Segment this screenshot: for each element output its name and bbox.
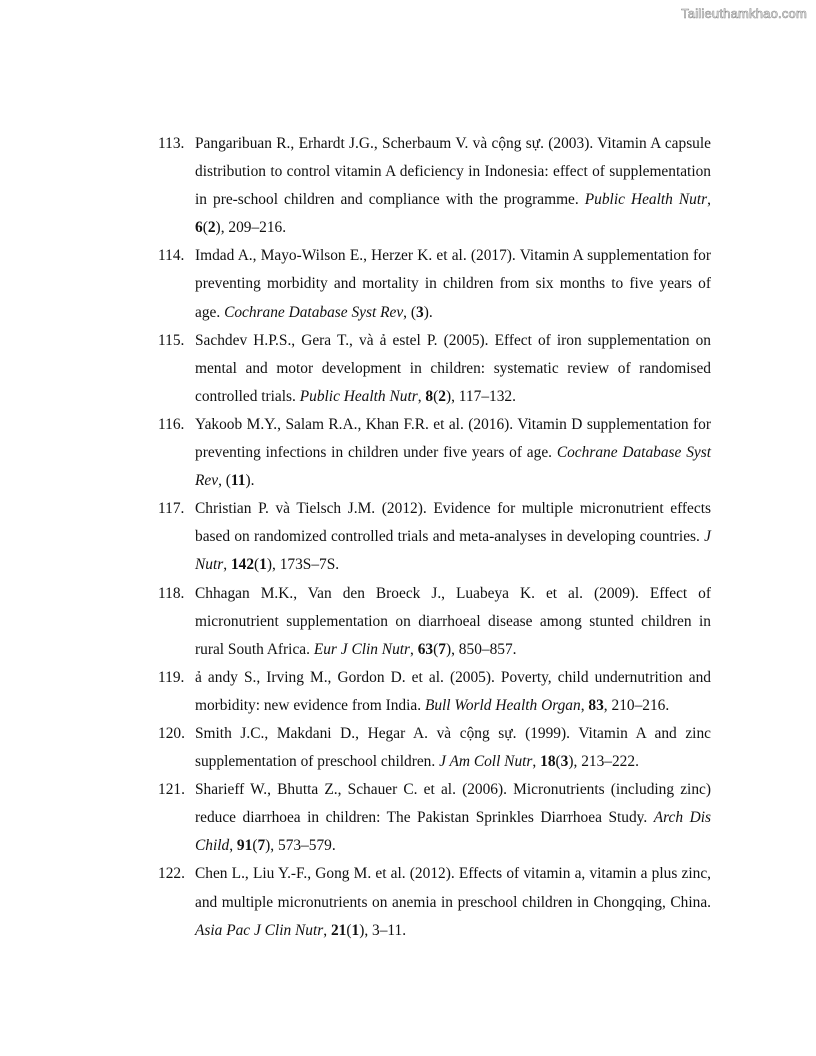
reference-journal: J Nutr <box>195 528 711 574</box>
reference-separator: , <box>417 387 426 405</box>
reference-issue-close: ) <box>265 837 271 855</box>
reference-separator: , <box>223 556 231 574</box>
reference-pages: , 213–222. <box>573 753 639 771</box>
reference-pages: , 573–579. <box>270 837 336 855</box>
reference-issue-close: ) <box>266 556 273 574</box>
reference-journal: Eur J Clin Nutr <box>313 640 411 658</box>
reference-text: Sachdev H.P.S., Gera T., và ả estel P. (2005). Effect of iron supplementation on mental and motor development in children: systematic review of randomised controlled trials. <box>195 331 711 405</box>
reference-issue: 1 <box>259 556 267 574</box>
reference-issue: 2 <box>438 387 446 405</box>
reference-pages: . <box>250 472 255 490</box>
reference-issue-close: ) <box>423 303 429 321</box>
reference-issue-open: ( <box>254 556 260 574</box>
reference-text: Imdad A., Mayo-Wilson E., Herzer K. et al. (2017). Vitamin A supplementation for preventing morbidity and mortality in children from six months to five years of age. <box>195 247 711 321</box>
reference-journal: Cochrane Database Syst Rev <box>195 444 711 490</box>
reference-pages: , 173S–7S. <box>272 556 340 574</box>
reference-number: 120. <box>158 724 185 742</box>
reference-item <box>158 130 711 242</box>
reference-text: Chen L., Liu Y.-F., Gong M. et al. (2012). Effects of vitamin a, vitamin a plus zinc, and multiple micronutrients on anemia in preschool children in Chongqing, China. <box>195 865 711 911</box>
reference-issue-close: ) <box>215 219 221 237</box>
reference-issue-open: ( <box>433 387 439 405</box>
reference-volume: 63 <box>417 640 434 658</box>
reference-issue-open: ( <box>346 921 352 939</box>
reference-number: 118. <box>158 584 185 602</box>
reference-issue-open: ( <box>202 219 208 237</box>
reference-text: Yakoob M.Y., Salam R.A., Khan F.R. et al. (2016). Vitamin D supplementation for preventing infections in children under five years of age. <box>195 415 711 462</box>
reference-issue-open: ( <box>555 753 561 771</box>
reference-journal: Public Health Nutr <box>584 191 708 209</box>
reference-volume: 18 <box>540 753 556 771</box>
reference-issue: 7 <box>257 837 266 855</box>
reference-journal: Asia Pac J Clin Nutr <box>195 921 324 939</box>
reference-journal: Bull World Health Organ <box>424 696 581 714</box>
watermark-text: Tailieuthamkhao.com <box>681 6 807 21</box>
reference-text: Chhagan M.K., Van den Broeck J., Luabeya K. et al. (2009). Effect of micronutrient supplementation on diarrhoeal disease among stunted children in rural South Africa. <box>195 584 711 658</box>
reference-separator: , <box>410 640 418 658</box>
reference-issue: 7 <box>438 640 446 658</box>
reference-volume: 91 <box>236 837 253 855</box>
reference-issue-open: ( <box>433 640 439 658</box>
reference-item <box>158 720 711 776</box>
reference-item <box>158 242 711 326</box>
reference-issue-close: ) <box>445 387 452 405</box>
reference-volume: 6 <box>195 219 203 237</box>
reference-number: 114. <box>158 247 185 265</box>
reference-item <box>158 580 711 664</box>
reference-volume: 142 <box>230 556 255 574</box>
reference-separator: , <box>323 921 331 939</box>
reference-number: 113. <box>158 135 185 152</box>
reference-item <box>158 495 711 579</box>
reference-issue: 1 <box>351 921 360 939</box>
reference-issue-close: ) <box>445 640 452 658</box>
reference-text: Christian P. và Tielsch J.M. (2012). Evidence for multiple micronutrient effects based on randomized controlled trials and meta-analyses in developing countries. <box>195 500 711 546</box>
reference-volume: 21 <box>330 921 347 939</box>
reference-item <box>158 411 711 495</box>
reference-issue-open: ( <box>225 472 231 490</box>
reference-volume: 83 <box>588 696 604 714</box>
reference-item <box>158 664 711 720</box>
reference-pages: . <box>428 303 433 321</box>
reference-pages: , 210–216. <box>603 696 670 714</box>
reference-number: 122. <box>158 865 185 883</box>
reference-issue-close: ) <box>359 921 365 939</box>
reference-journal: J Am Coll Nutr <box>439 753 533 771</box>
reference-separator: , <box>580 696 589 714</box>
reference-journal: Public Health Nutr <box>299 387 418 405</box>
reference-item <box>158 776 711 860</box>
reference-pages: , 117–132. <box>451 387 516 405</box>
reference-text: Sharieff W., Bhutta Z., Schauer C. et al. (2006). Micronutrients (including zinc) reduce diarrhoea in children: The Pakistan Sprinkles Diarrhoea Study. <box>195 781 711 827</box>
reference-separator: , <box>229 837 237 855</box>
reference-pages: , 209–216. <box>220 219 287 237</box>
reference-journal: Cochrane Database Syst Rev <box>224 303 404 321</box>
reference-list <box>158 130 711 945</box>
reference-issue: 3 <box>416 303 424 321</box>
reference-item <box>158 860 711 944</box>
reference-issue-close: ) <box>245 472 251 490</box>
reference-issue: 3 <box>560 753 569 771</box>
reference-issue: 2 <box>207 219 216 237</box>
reference-number: 115. <box>158 331 185 349</box>
reference-separator: , <box>218 472 226 490</box>
reference-volume: 8 <box>425 387 434 405</box>
reference-pages: , 850–857. <box>451 640 517 658</box>
reference-separator: , <box>532 753 541 771</box>
reference-issue: 11 <box>230 472 246 490</box>
reference-number: 121. <box>158 781 185 799</box>
reference-issue-open: ( <box>252 837 258 855</box>
reference-text: Smith J.C., Makdani D., Hegar A. và cộng sự. (1999). Vitamin A and zinc supplementation of preschool children. <box>195 724 711 771</box>
reference-number: 116. <box>158 415 185 433</box>
reference-text: ả andy S., Irving M., Gordon D. et al. (2005). Poverty, child undernutrition and morbidity: new evidence from India. <box>195 668 711 714</box>
reference-pages: , 3–11. <box>364 921 407 939</box>
reference-separator: , <box>403 303 411 321</box>
reference-text: Pangaribuan R., Erhardt J.G., Scherbaum V. và cộng sự. (2003). Vitamin A capsule distribution to control vitamin A deficiency in Indonesia: effect of supplementation in pre-school children and compliance with the programme. <box>195 135 711 209</box>
reference-item <box>158 327 711 411</box>
reference-issue-open: ( <box>410 303 416 321</box>
reference-number: 119. <box>158 668 185 686</box>
reference-journal: Arch Dis Child <box>195 809 711 855</box>
reference-separator: , <box>707 191 711 209</box>
reference-issue-close: ) <box>568 753 574 771</box>
reference-number: 117. <box>158 500 185 518</box>
